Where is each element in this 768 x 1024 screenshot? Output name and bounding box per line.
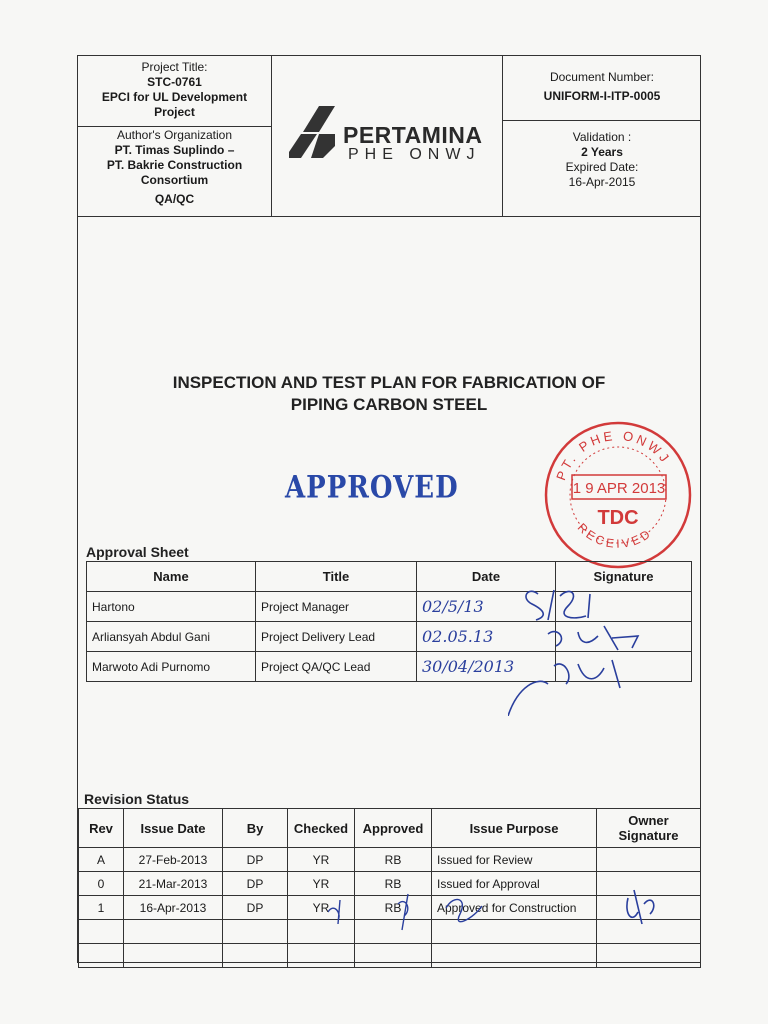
document-page [77, 55, 701, 963]
col-by: By [223, 809, 288, 848]
col-issue-date: Issue Date [124, 809, 223, 848]
project-info [78, 56, 271, 127]
rev-by: DP [223, 872, 288, 896]
validation-block [503, 120, 701, 216]
rev-purpose: Issued for Approval [432, 872, 597, 896]
approver-name: Marwoto Adi Purnomo [87, 652, 256, 682]
document-title [78, 372, 700, 416]
doc-number-label: Document Number: [549, 70, 655, 84]
rev-approved: RB [355, 872, 432, 896]
col-date: Date [417, 562, 556, 592]
rev-by: DP [223, 896, 288, 920]
handwritten-signatures [508, 576, 698, 716]
owner-signature-cell [597, 848, 701, 872]
author-org-label: Author's Organization [116, 128, 233, 142]
approval-sheet-label: Approval Sheet [86, 544, 189, 560]
rev-purpose: Approved for Construction [432, 896, 597, 920]
author-org-line-1: PT. Timas Suplindo – [114, 143, 235, 157]
title-line-2: PIPING CARBON STEEL [290, 395, 488, 414]
rev-purpose: Issued for Review [432, 848, 597, 872]
document-number-block [503, 56, 701, 121]
approver-name: Arliansyah Abdul Gani [87, 622, 256, 652]
approval-date: 02/5/13 [417, 592, 556, 622]
company-logo [271, 56, 502, 216]
received-stamp [538, 420, 698, 575]
rev-checked: YR [288, 872, 355, 896]
rev-checked: YR [288, 896, 355, 920]
project-name: EPCI for UL Development Project [101, 90, 248, 119]
stamp-top-text: PT. PHE ONWJ [553, 427, 674, 483]
col-signature: Signature [556, 562, 692, 592]
stamp-bottom-text: RECEIVED [574, 520, 656, 551]
approved-stamp: APPROVED [285, 470, 459, 506]
doc-number: UNIFORM-I-ITP-0005 [543, 89, 661, 103]
approval-date: 02.05.13 [417, 622, 556, 652]
rev-date: 27-Feb-2013 [124, 848, 223, 872]
col-title: Title [256, 562, 417, 592]
revision-header-row [79, 809, 701, 848]
header-right-panel [502, 56, 701, 216]
expired-label: Expired Date: [565, 160, 639, 174]
col-issue-purpose: Issue Purpose [432, 809, 597, 848]
col-name: Name [87, 562, 256, 592]
rev-number: A [79, 848, 124, 872]
col-rev: Rev [79, 809, 124, 848]
logo-subtitle: PHE ONWJ [348, 146, 481, 163]
project-title-label: Project Title: [141, 60, 208, 74]
rev-number: 0 [79, 872, 124, 896]
project-code: STC-0761 [147, 75, 202, 89]
author-org-line-2: PT. Bakrie Construction Consortium [106, 158, 243, 187]
rev-date: 16-Apr-2013 [124, 896, 223, 920]
approval-date: 30/04/2013 [417, 652, 556, 682]
pertamina-logo-icon [289, 106, 339, 163]
revision-initials [328, 884, 698, 934]
rev-approved: RB [355, 896, 432, 920]
logo-name: PERTAMINA [343, 122, 483, 148]
stamp-code: TDC [597, 507, 639, 529]
table-row-empty [79, 944, 701, 968]
col-owner-signature: Owner Signature [597, 809, 701, 848]
rev-by: DP [223, 848, 288, 872]
expired-value: 16-Apr-2015 [568, 175, 636, 189]
title-line-1: INSPECTION AND TEST PLAN FOR FABRICATION OF [172, 373, 606, 392]
col-approved: Approved [355, 809, 432, 848]
validation-label: Validation : [572, 130, 632, 144]
rev-number: 1 [79, 896, 124, 920]
header-left-panel [78, 56, 272, 216]
rev-date: 21-Mar-2013 [124, 872, 223, 896]
table-row [79, 848, 701, 872]
approver-title: Project QA/QC Lead [256, 652, 417, 682]
rev-checked: YR [288, 848, 355, 872]
col-checked: Checked [288, 809, 355, 848]
stamp-date: 1 9 APR 2013 [572, 480, 666, 497]
author-info [78, 126, 271, 216]
document-header [78, 56, 700, 217]
department: QA/QC [154, 192, 195, 206]
rev-approved: RB [355, 848, 432, 872]
revision-status-label: Revision Status [84, 791, 190, 807]
validation-value: 2 Years [581, 145, 623, 159]
approver-title: Project Delivery Lead [256, 622, 417, 652]
approver-title: Project Manager [256, 592, 417, 622]
approver-name: Hartono [87, 592, 256, 622]
